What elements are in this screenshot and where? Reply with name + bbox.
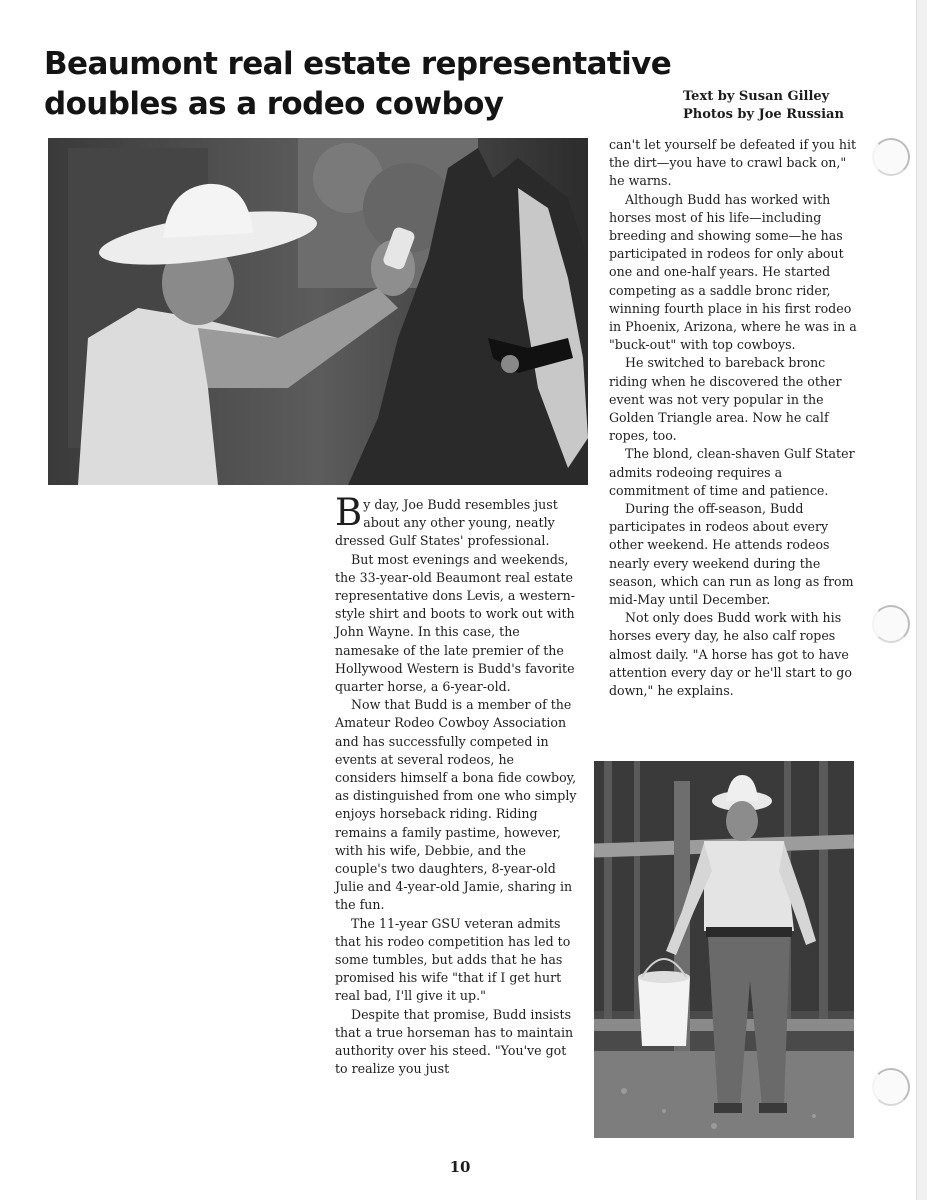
headline-line-2: doubles as a rodeo cowboy xyxy=(44,86,504,122)
byline xyxy=(683,88,873,124)
paragraph-2: But most evenings and weekends, the 33-year-old Beaumont real estate representative dons Levis, a western-style shirt and boots to work out with John Wayne. In this case, the namesake of the late premier of the Hollywood Western is Budd's favorite quarter horse, a 6-year-old. xyxy=(335,551,576,695)
article-column-2 xyxy=(609,136,857,700)
page-number: 10 xyxy=(449,1158,471,1176)
paragraph-5: Despite that promise, Budd insists that a true horseman has to maintain authority over his steed. "You've got to realize you just xyxy=(335,1006,574,1077)
text-credit: Text by Susan Gilley xyxy=(683,89,830,104)
photo-cowboy-with-bucket xyxy=(594,761,854,1138)
page-edge xyxy=(916,0,927,1200)
paragraph-11: Not only does Budd work with his horses every day, he also calf ropes almost daily. "A horse has got to have attention every day or he'll start to go down," he explains. xyxy=(609,610,852,699)
paragraph-9: The blond, clean-shaven Gulf Stater admits rodeoing requires a commitment of time and patience. xyxy=(609,446,855,498)
photo-cowboy-with-horse xyxy=(48,138,588,485)
paragraph-4: The 11-year GSU veteran admits that his rodeo competition has led to some tumbles, but adds that he has promised his wife "that if I get hurt real bad, I'll give it up." xyxy=(335,915,571,1004)
binder-hole-top xyxy=(872,138,910,176)
paragraph-6: can't let yourself be defeated if you hit the dirt—you have to crawl back on," he warns. xyxy=(609,137,857,189)
drop-cap: B xyxy=(335,491,363,534)
paragraph-3: Now that Budd is a member of the Amateur Rodeo Cowboy Association and has successfully competed in events at several rodeos, he considers himself a bona fide cowboy, as distinguished from one who simply enjoys horseback riding. Riding remains a family pastime, however, with his wife, Debbie, and the couple's two daughters, 8-year-old Julie and 4-year-old Jamie, sharing in the fun. xyxy=(335,697,577,913)
paragraph-1: y day, Joe Budd resembles just about any other young, neatly dressed Gulf States' professional. xyxy=(335,497,558,549)
paragraph-7: Although Budd has worked with horses most of his life—including breeding and showing some—he has participated in rodeos for only about one and one-half years. He started competing as a saddle bronc rider, winning fourth place in his first rodeo in Phoenix, Arizona, where he was in a "buck-out" with top cowboys. xyxy=(609,191,857,353)
binder-hole-bottom xyxy=(872,1068,910,1106)
photo-credit: Photos by Joe Russian xyxy=(683,107,844,122)
headline-line-1: Beaumont real estate representative xyxy=(44,46,672,82)
binder-hole-middle xyxy=(872,605,910,643)
paragraph-8: He switched to bareback bronc riding when he discovered the other event was not very popular in the Golden Triangle area. Now he calf ropes, too. xyxy=(609,355,842,444)
headline xyxy=(44,44,684,124)
paragraph-10: During the off-season, Budd participates in rodeos about every other weekend. He attends rodeos nearly every weekend during the season, which can run as long as from mid-May until December. xyxy=(609,501,854,608)
article-column-1 xyxy=(335,491,579,1079)
